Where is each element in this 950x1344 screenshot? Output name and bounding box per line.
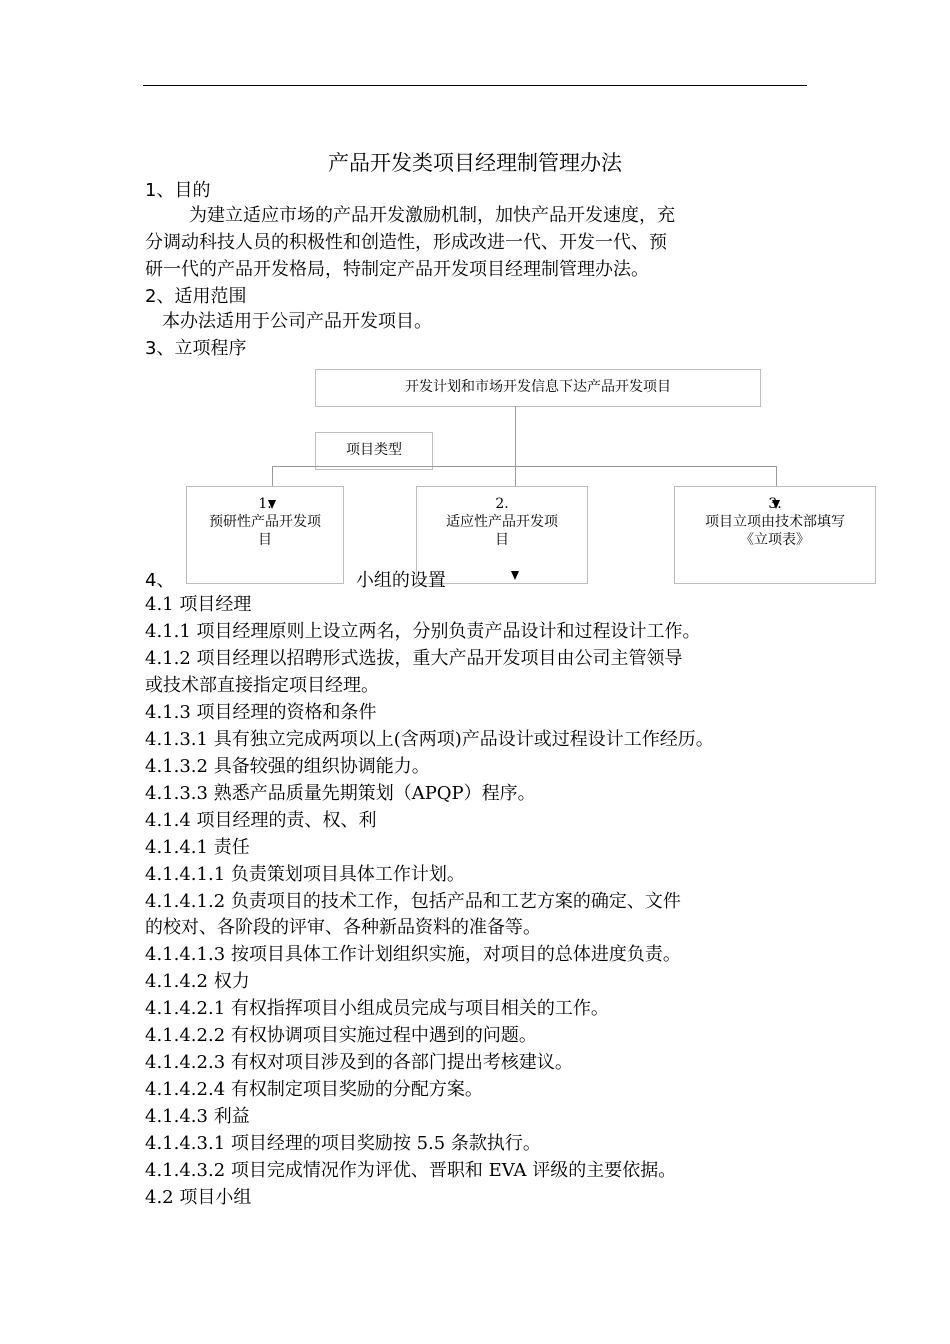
section-2-text: 本办法适用于公司产品开发项目。	[162, 311, 432, 332]
line-4-1-4-3: 4.1.4.3 利益	[145, 1106, 250, 1127]
flowchart-arrow-1	[268, 500, 276, 509]
line-4-1-4-2-2: 4.1.4.2.2 有权协调项目实施过程中遇到的问题。	[145, 1025, 537, 1046]
line-4-1: 4.1 项目经理	[145, 594, 252, 615]
line-4-1-2-cont: 或技术部直接指定项目经理。	[145, 675, 379, 696]
line-4-1-4-3-2: 4.1.4.3.2 项目完成情况作为评优、晋职和 EVA 评级的主要依据。	[145, 1160, 677, 1181]
line-4-1-4-1-3: 4.1.4.1.3 按项目具体工作计划组织实施，对项目的总体进度负责。	[145, 944, 681, 965]
line-4-1-3-2: 4.1.3.2 具备较强的组织协调能力。	[145, 756, 430, 777]
flowchart-top-box	[315, 369, 761, 407]
line-4-1-4-1-1: 4.1.4.1.1 负责策划项目具体工作计划。	[145, 864, 465, 885]
flowchart-box-2-number: 2.	[495, 496, 509, 512]
line-4-1-4-1-2-cont: 的校对、各阶段的评审、各种新品资料的准备等。	[145, 917, 541, 938]
flowchart-box-3-text: 项目立项由技术部填写	[705, 514, 845, 530]
flowchart-box-3-number: 3.	[768, 496, 782, 512]
section-4-heading-right: 小组的设置	[355, 570, 446, 591]
section-2-heading: 2、适用范围	[145, 286, 247, 307]
flowchart-type-label: 项目类型	[346, 442, 402, 458]
flowchart-top-label: 开发计划和市场开发信息下达产品开发项目	[405, 379, 671, 395]
section-1-line-3: 研一代的产品开发格局，特制定产品开发项目经理制管理办法。	[145, 259, 649, 280]
line-4-1-4-2-4: 4.1.4.2.4 有权制定项目奖励的分配方案。	[145, 1079, 483, 1100]
line-4-1-4-1: 4.1.4.1 责任	[145, 837, 250, 858]
section-1-line-2: 分调动科技人员的积极性和创造性，形成改进一代、开发一代、预	[145, 232, 667, 253]
line-4-1-3-3: 4.1.3.3 熟悉产品质量先期策划（APQP）程序。	[145, 783, 536, 804]
line-4-1-4: 4.1.4 项目经理的责、权、利	[145, 810, 377, 831]
flowchart-box-1-text: 预研性产品开发项	[209, 514, 321, 530]
flowchart-box-2-text: 适应性产品开发项	[446, 514, 558, 530]
flowchart-box-1-text-2: 目	[258, 532, 272, 548]
section-1-line-1: 为建立适应市场的产品开发激励机制，加快产品开发速度，充	[189, 205, 675, 226]
section-1-heading: 1、目的	[145, 180, 211, 201]
flowchart-box-1-number: 1.	[258, 496, 272, 512]
flowchart-arrow-2	[511, 571, 519, 580]
section-3-heading: 3、立项程序	[145, 338, 247, 359]
line-4-1-1: 4.1.1 项目经理原则上设立两名，分别负责产品设计和过程设计工作。	[145, 621, 701, 642]
line-4-2: 4.2 项目小组	[145, 1187, 252, 1208]
line-4-1-4-1-2: 4.1.4.1.2 负责项目的技术工作，包括产品和工艺方案的确定、文件	[145, 891, 681, 912]
line-4-1-3-1: 4.1.3.1 具有独立完成两项以上(含两项)产品设计或过程设计工作经历。	[145, 729, 714, 750]
flowchart-connector-vertical	[515, 406, 516, 466]
section-4-heading-left: 4、	[145, 570, 175, 591]
flowchart-connector-horizontal	[272, 466, 777, 467]
line-4-1-2: 4.1.2 项目经理以招聘形式选拔，重大产品开发项目由公司主管领导	[145, 648, 683, 669]
line-4-1-4-3-1: 4.1.4.3.1 项目经理的项目奖励按 5.5 条款执行。	[145, 1133, 541, 1154]
line-4-1-4-2: 4.1.4.2 权力	[145, 971, 250, 992]
flowchart-box-2-text-2: 目	[495, 532, 509, 548]
flowchart-arrow-3	[772, 500, 780, 509]
line-4-1-3: 4.1.3 项目经理的资格和条件	[145, 702, 377, 723]
line-4-1-4-2-3: 4.1.4.2.3 有权对项目涉及到的各部门提出考核建议。	[145, 1052, 573, 1073]
flowchart-box-3-text-2: 《立项表》	[740, 532, 810, 548]
section-4-heading	[145, 566, 446, 592]
flowchart-type-box	[315, 432, 433, 470]
line-4-1-4-2-1: 4.1.4.2.1 有权指挥项目小组成员完成与项目相关的工作。	[145, 998, 609, 1019]
document-title: 产品开发类项目经理制管理办法	[328, 151, 622, 175]
header-rule	[143, 85, 807, 86]
